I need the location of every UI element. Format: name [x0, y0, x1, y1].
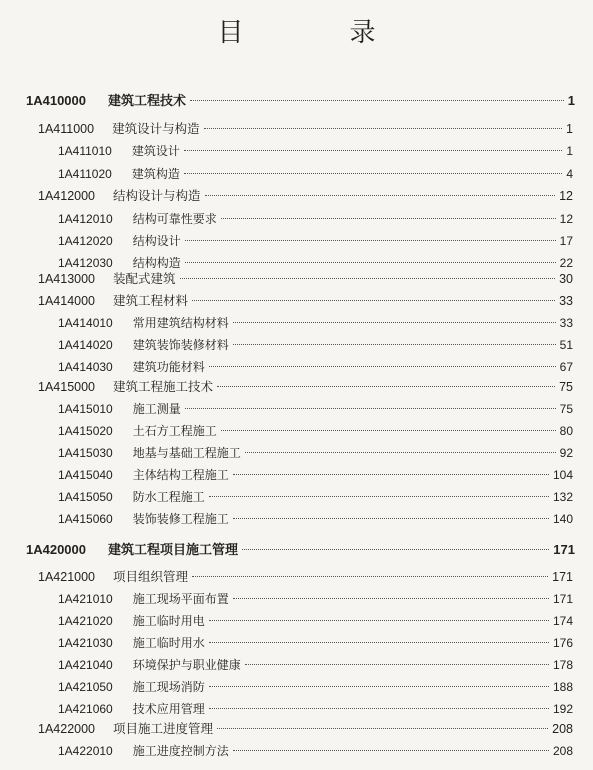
toc-entry-code: 1A414030: [58, 360, 113, 374]
toc-entry-code: 1A420000: [26, 542, 86, 557]
toc-entry-page-number: 171: [552, 570, 573, 584]
dot-leader: [233, 344, 556, 345]
toc-entry-code: 1A421050: [58, 680, 113, 694]
toc-entry-level-2[interactable]: [58, 208, 573, 230]
toc-entry-page-number: 188: [552, 680, 573, 694]
toc-entry-code: 1A421000: [38, 570, 96, 584]
toc-entry-code: 1A415040: [58, 468, 113, 482]
toc-entry-code: 1A412020: [58, 234, 113, 248]
toc-entry-level-1[interactable]: [38, 566, 573, 588]
toc-entry-level-2[interactable]: [58, 698, 573, 720]
toc-entry-title: 结构设计: [132, 234, 181, 248]
toc-entry-level-2[interactable]: [58, 312, 573, 334]
toc-entry-title: 施工测量: [132, 402, 181, 416]
toc-entry-code: 1A410000: [26, 93, 86, 108]
toc-entry-title: 装配式建筑: [113, 271, 176, 286]
toc-entry-title: 装饰装修工程施工: [132, 512, 229, 526]
dot-leader: [185, 262, 556, 263]
toc-entry-title: 防水工程施工: [132, 490, 205, 504]
toc-entry-page-number: 67: [559, 360, 573, 374]
toc-entry-page-number: 22: [559, 256, 573, 270]
toc-entry-code: 1A421060: [58, 702, 113, 716]
toc-entry-page-number: 192: [552, 702, 573, 716]
toc-entry-title: 建筑功能材料: [132, 360, 205, 374]
toc-entry-page-number: 171: [553, 542, 575, 557]
toc-entry-page-number: 104: [552, 468, 573, 482]
toc-entry-level-2[interactable]: [58, 740, 573, 762]
toc-entry-code: 1A412000: [38, 189, 96, 203]
toc-entry-page-number: 208: [552, 722, 573, 736]
dot-leader: [233, 750, 549, 751]
toc-entry-title: 项目组织管理: [113, 569, 189, 584]
toc-entry-code: 1A411020: [58, 167, 112, 181]
dot-leader: [245, 452, 556, 453]
dot-leader: [242, 549, 549, 550]
toc-entry-page-number: 33: [559, 294, 573, 308]
dot-leader: [180, 278, 556, 279]
toc-entry-title: 建筑工程施工技术: [113, 379, 214, 394]
toc-entry-page-number: 33: [559, 316, 573, 330]
toc-entry-page-number: 4: [566, 167, 573, 181]
toc-entry-page-number: 17: [559, 234, 573, 248]
toc-entry-title: 环境保护与职业健康: [132, 658, 241, 672]
toc-entry-title: 建筑装饰装修材料: [132, 338, 229, 352]
toc-entry-title: 建筑构造: [131, 167, 180, 181]
toc-entry-code: 1A415060: [58, 512, 113, 526]
toc-entry-code: 1A422000: [38, 722, 96, 736]
dot-leader: [221, 430, 556, 431]
dot-leader: [192, 300, 555, 301]
toc-entry-level-2[interactable]: [58, 632, 573, 654]
toc-entry-page-number: 1: [566, 144, 573, 158]
toc-entry-title: 常用建筑结构材料: [132, 316, 229, 330]
toc-entry-title: 结构可靠性要求: [132, 212, 217, 226]
toc-entry-page-number: 208: [552, 744, 573, 758]
toc-entry-level-2[interactable]: [58, 654, 573, 676]
toc-entry-title: 结构构造: [132, 256, 181, 270]
toc-entry-code: 1A421030: [58, 636, 113, 650]
toc-entry-code: 1A415030: [58, 446, 113, 460]
dot-leader: [233, 474, 549, 475]
dot-leader: [204, 128, 562, 129]
dot-leader: [185, 408, 556, 409]
toc-entry-level-2[interactable]: [58, 676, 573, 698]
dot-leader: [233, 598, 549, 599]
toc-entry-code: 1A411010: [58, 144, 112, 158]
toc-entry-page-number: 176: [552, 636, 573, 650]
toc-entry-page-number: 51: [559, 338, 573, 352]
toc-entry-page-number: 12: [559, 189, 573, 203]
toc-entry-code: 1A421040: [58, 658, 113, 672]
dot-leader: [209, 708, 549, 709]
toc-entry-level-2[interactable]: [58, 610, 573, 632]
toc-entry-code: 1A414000: [38, 294, 96, 308]
dot-leader: [184, 150, 562, 151]
toc-entry-code: 1A412030: [58, 256, 113, 270]
dot-leader: [217, 386, 555, 387]
toc-entry-page-number: 178: [552, 658, 573, 672]
toc-entry-code: 1A421020: [58, 614, 113, 628]
toc-entry-level-2[interactable]: [58, 464, 573, 486]
toc-entry-level-1[interactable]: [38, 376, 573, 398]
toc-entry-level-0[interactable]: [26, 539, 575, 561]
toc-entry-title: 建筑设计: [131, 144, 180, 158]
page-title: 目 录: [217, 18, 416, 48]
toc-entry-level-1[interactable]: [38, 290, 573, 312]
toc-entry-title: 结构设计与构造: [113, 188, 201, 203]
toc-entry-page-number: 80: [559, 424, 573, 438]
toc-entry-title: 项目施工进度管理: [113, 721, 214, 736]
toc-entry-page-number: 75: [559, 402, 573, 416]
dot-leader: [184, 173, 562, 174]
toc-entry-code: 1A415050: [58, 490, 113, 504]
toc-entry-code: 1A414020: [58, 338, 113, 352]
toc-entry-code: 1A415020: [58, 424, 113, 438]
toc-entry-page-number: 171: [552, 592, 573, 606]
toc-entry-level-2[interactable]: [58, 140, 573, 162]
toc-entry-page-number: 1: [567, 93, 575, 108]
toc-entry-title: 施工现场消防: [132, 680, 205, 694]
dot-leader: [192, 576, 548, 577]
toc-entry-level-1[interactable]: [38, 118, 573, 140]
toc-entry-title: 施工临时用水: [132, 636, 205, 650]
toc-entry-title: 土石方工程施工: [132, 424, 217, 438]
toc-entry-level-1[interactable]: [38, 268, 573, 290]
toc-entry-title: 主体结构工程施工: [132, 468, 229, 482]
dot-leader: [233, 322, 556, 323]
toc-entry-code: 1A415010: [58, 402, 113, 416]
toc-entry-level-2[interactable]: [58, 356, 573, 378]
toc-entry-level-1[interactable]: [38, 185, 573, 207]
dot-leader: [209, 620, 549, 621]
toc-entry-page-number: 132: [552, 490, 573, 504]
dot-leader: [245, 664, 549, 665]
toc-entry-code: 1A421010: [58, 592, 113, 606]
toc-entry-title: 建筑设计与构造: [112, 121, 200, 136]
toc-entry-level-2[interactable]: [58, 486, 573, 508]
toc-entry-title: 地基与基础工程施工: [132, 446, 241, 460]
toc-entry-title: 施工现场平面布置: [132, 592, 229, 606]
dot-leader: [190, 100, 564, 101]
toc-entry-level-2[interactable]: [58, 163, 573, 185]
toc-entry-level-2[interactable]: [58, 588, 573, 610]
toc-entry-level-2[interactable]: [58, 334, 573, 356]
toc-entry-title: 施工临时用电: [132, 614, 205, 628]
toc-entry-code: 1A413000: [38, 272, 96, 286]
toc-entry-level-0[interactable]: [26, 90, 575, 112]
toc-entry-level-2[interactable]: [58, 420, 573, 442]
dot-leader: [209, 642, 549, 643]
toc-entry-page-number: 140: [552, 512, 573, 526]
toc-entry-page-number: 12: [559, 212, 573, 226]
toc-entry-code: 1A422010: [58, 744, 113, 758]
toc-entry-page-number: 92: [559, 446, 573, 460]
toc-entry-page-number: 174: [552, 614, 573, 628]
toc-entry-level-2[interactable]: [58, 230, 573, 252]
dot-leader: [217, 728, 548, 729]
dot-leader: [205, 195, 556, 196]
dot-leader: [209, 496, 549, 497]
toc-entry-title: 建筑工程技术: [108, 94, 187, 109]
toc-entry-page-number: 75: [559, 380, 573, 394]
dot-leader: [221, 218, 556, 219]
dot-leader: [209, 366, 556, 367]
toc-entry-title: 建筑工程项目施工管理: [108, 543, 239, 558]
toc-entry-level-2[interactable]: [58, 442, 573, 464]
toc-entry-page-number: 30: [559, 272, 573, 286]
toc-entry-code: 1A414010: [58, 316, 113, 330]
dot-leader: [209, 686, 549, 687]
toc-entry-title: 施工进度控制方法: [132, 744, 229, 758]
toc-entry-code: 1A415000: [38, 380, 96, 394]
toc-entry-level-2[interactable]: [58, 508, 573, 530]
dot-leader: [185, 240, 556, 241]
toc-entry-code: 1A412010: [58, 212, 113, 226]
toc-entry-level-2[interactable]: [58, 398, 573, 420]
toc-entry-title: 建筑工程材料: [113, 293, 189, 308]
toc-entry-page-number: 1: [566, 122, 573, 136]
toc-entry-title: 技术应用管理: [132, 702, 205, 716]
toc-entry-level-1[interactable]: [38, 718, 573, 740]
toc-entry-code: 1A411000: [38, 122, 95, 136]
dot-leader: [233, 518, 549, 519]
